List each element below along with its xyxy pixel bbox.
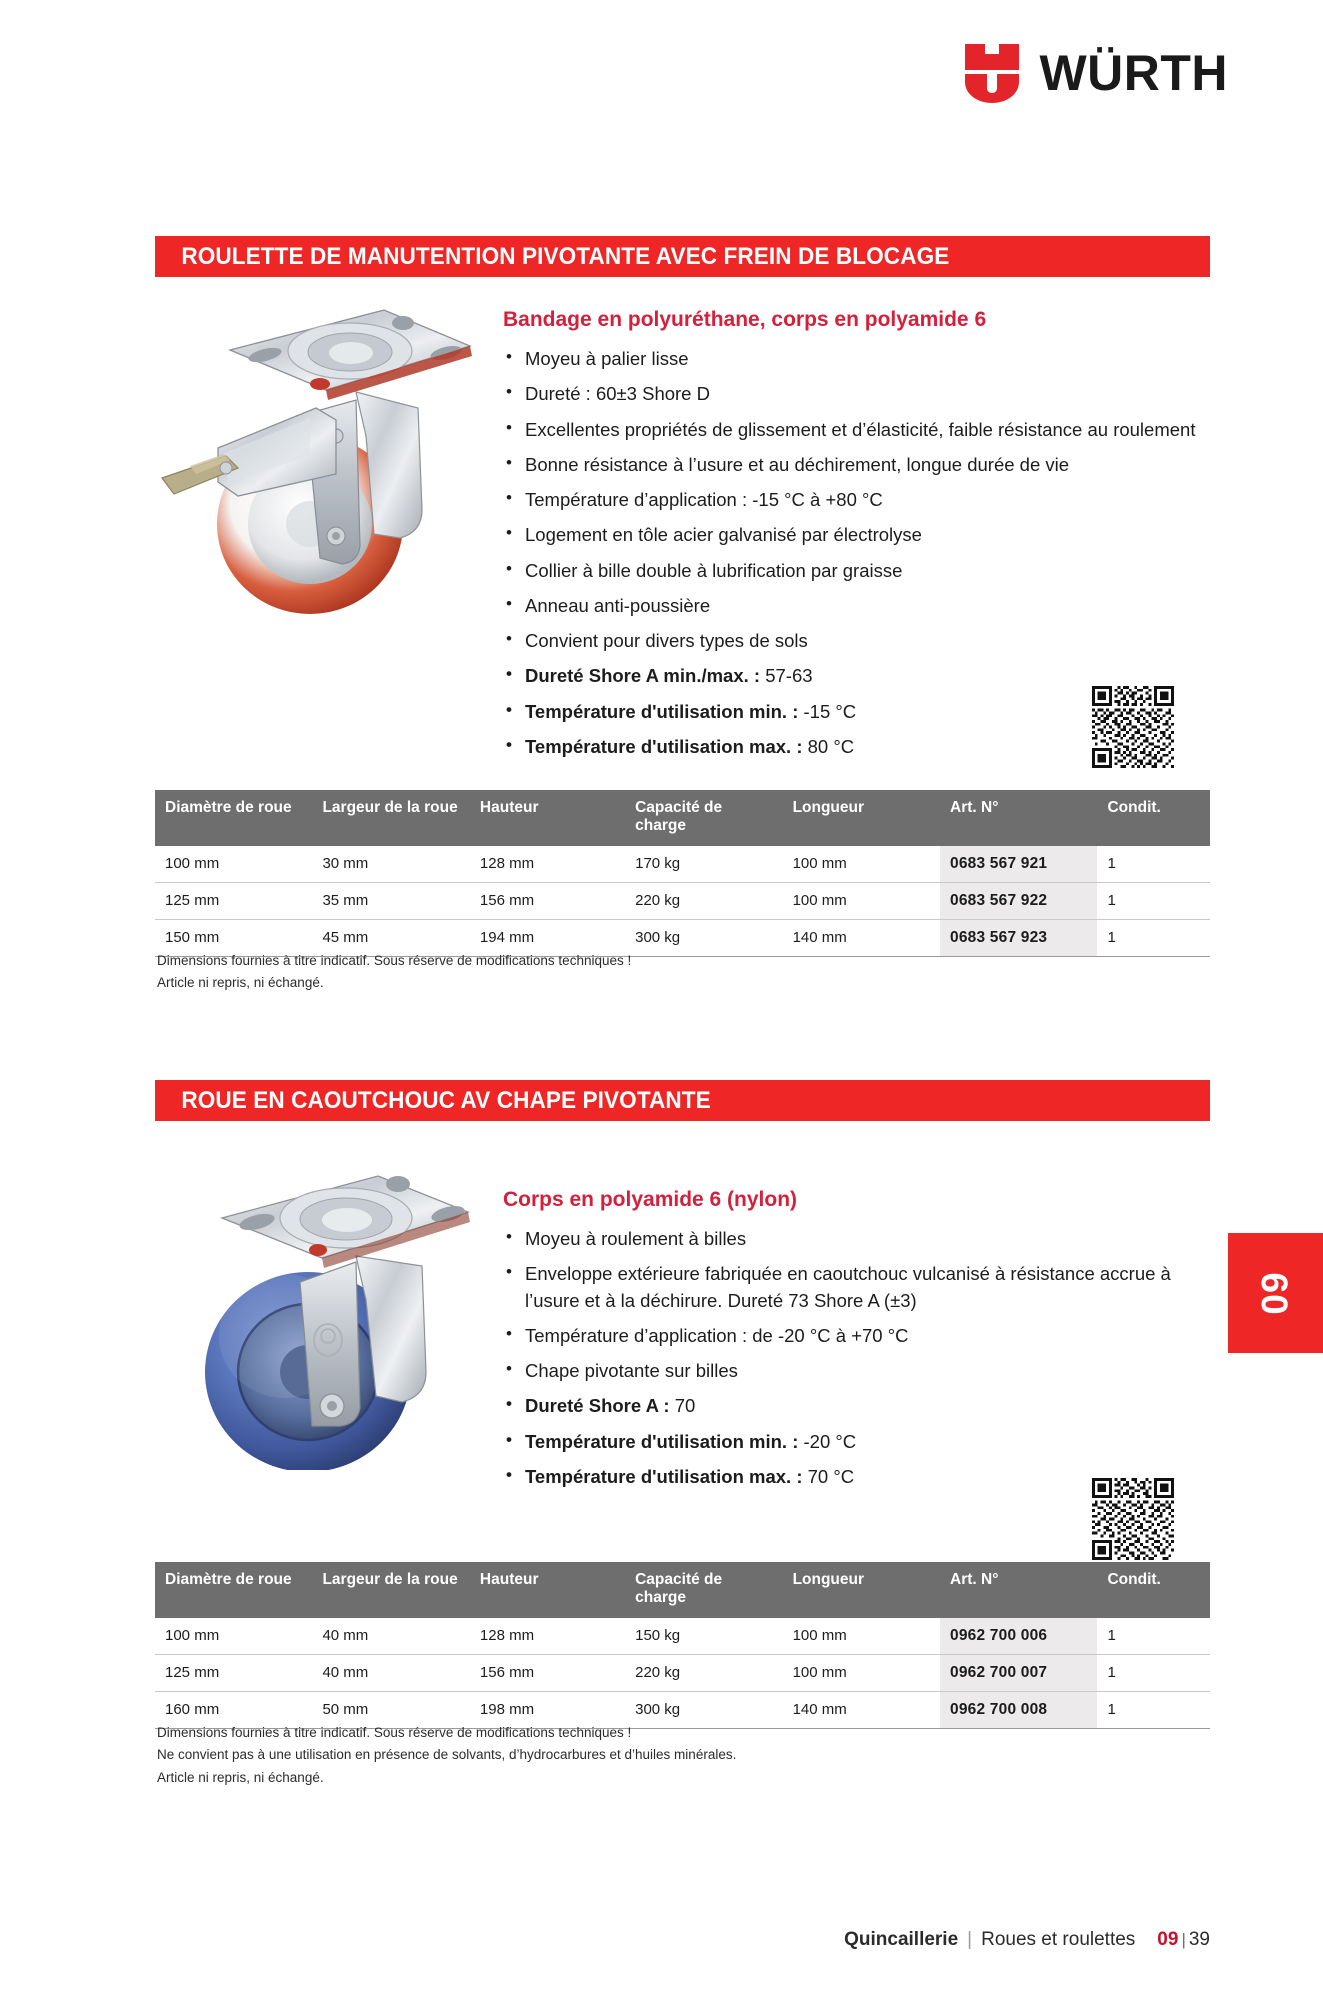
product-table-2 bbox=[155, 1562, 1210, 1729]
note-line: Ne convient pas à une utilisation en présence de solvants, d’hydrocarbures et d’huiles minérales. bbox=[157, 1747, 737, 1763]
cell-width: 30 mm bbox=[312, 846, 469, 883]
cell-diameter: 150 mm bbox=[155, 919, 312, 956]
cell-length: 100 mm bbox=[783, 1654, 940, 1691]
cell-article-number[interactable]: 0683 567 921 bbox=[940, 846, 1097, 883]
spec-value: -20 °C bbox=[803, 1430, 857, 1452]
spec-item: • Moyeu à roulement à billes bbox=[503, 1226, 1213, 1252]
cell-length: 100 mm bbox=[783, 882, 940, 919]
table-notes-1 bbox=[157, 950, 1057, 995]
product-image-rubber-caster bbox=[160, 1140, 490, 1470]
brand-name: WÜRTH bbox=[1039, 45, 1228, 101]
cell-width: 35 mm bbox=[312, 882, 469, 919]
col-header-height: Hauteur bbox=[470, 1562, 625, 1618]
qr-code-icon bbox=[1092, 686, 1174, 768]
cell-packaging: 1 bbox=[1097, 1691, 1210, 1728]
spec-item: • Anneau anti-poussière bbox=[503, 593, 1213, 619]
cell-width: 45 mm bbox=[312, 919, 469, 956]
table-header-1 bbox=[155, 790, 1210, 846]
spec-item: • Température d’application : -15 °C à +80 °C bbox=[503, 487, 1213, 513]
qr-code-icon bbox=[1092, 1478, 1174, 1560]
chapter-number: 09 bbox=[1254, 1271, 1296, 1315]
cell-capacity: 220 kg bbox=[625, 1654, 782, 1691]
cell-length: 140 mm bbox=[783, 1691, 940, 1728]
spec-item: • Dureté : 60±3 Shore D bbox=[503, 381, 1213, 407]
spec-item: • Chape pivotante sur billes bbox=[503, 1358, 1213, 1384]
spec-value: 80 °C bbox=[807, 735, 855, 757]
product-table-1 bbox=[155, 790, 1210, 957]
qr-code-2[interactable] bbox=[1092, 1478, 1174, 1560]
spec-title-2: Corps en polyamide 6 (nylon) bbox=[503, 1188, 798, 1211]
cell-diameter: 125 mm bbox=[155, 882, 312, 919]
col-header-height: Hauteur bbox=[470, 790, 625, 846]
col-header-diameter: Diamètre de roue bbox=[155, 1562, 312, 1618]
chapter-side-tab[interactable] bbox=[1228, 1233, 1323, 1353]
cell-height: 198 mm bbox=[470, 1691, 625, 1728]
cell-length: 100 mm bbox=[783, 846, 940, 883]
note-line: Dimensions fournies à titre indicatif. Sous réserve de modifications techniques ! bbox=[157, 953, 632, 968]
footer-page-number: 39 bbox=[1188, 1929, 1210, 1950]
spec-item: • Collier à bille double à lubrification par graisse bbox=[503, 558, 1213, 584]
col-header-length: Longueur bbox=[783, 790, 940, 846]
cell-length: 140 mm bbox=[783, 919, 940, 956]
cell-height: 194 mm bbox=[470, 919, 625, 956]
cell-capacity: 300 kg bbox=[625, 919, 782, 956]
footer-category: Quincaillerie bbox=[844, 1929, 959, 1950]
cell-height: 128 mm bbox=[470, 846, 625, 883]
spec-item: • Moyeu à palier lisse bbox=[503, 346, 1213, 372]
cell-width: 50 mm bbox=[312, 1691, 469, 1728]
note-line: Article ni repris, ni échangé. bbox=[157, 1769, 324, 1785]
spec-label: Température d'utilisation max. : bbox=[525, 1465, 808, 1487]
col-header-length: Longueur bbox=[783, 1562, 940, 1618]
qr-code-1[interactable] bbox=[1092, 686, 1174, 768]
table-row[interactable] bbox=[155, 882, 1210, 919]
table-header-row bbox=[155, 1562, 1210, 1618]
spec-item: • Logement en tôle acier galvanisé par électrolyse bbox=[503, 522, 1213, 548]
spec-label: Dureté Shore A : bbox=[525, 1395, 675, 1417]
cell-height: 156 mm bbox=[470, 882, 625, 919]
cell-capacity: 220 kg bbox=[625, 882, 782, 919]
cell-article-number[interactable]: 0962 700 008 bbox=[940, 1691, 1097, 1728]
cell-diameter: 160 mm bbox=[155, 1691, 312, 1728]
brand-header bbox=[963, 42, 1228, 104]
col-header-packaging: Condit. bbox=[1097, 790, 1210, 846]
section-banner-1 bbox=[155, 236, 1210, 277]
product-image-caster-brake bbox=[160, 296, 490, 626]
spec-value: 57-63 bbox=[765, 665, 813, 687]
col-header-article-number: Art. N° bbox=[940, 790, 1097, 846]
spec-value: 70 °C bbox=[807, 1465, 855, 1487]
cell-packaging: 1 bbox=[1097, 919, 1210, 956]
cell-capacity: 170 kg bbox=[625, 846, 782, 883]
spec-item: • Température d’application : de -20 °C à +70 °C bbox=[503, 1323, 1213, 1349]
spec-item: • Bonne résistance à l’usure et au déchirement, longue durée de vie bbox=[503, 452, 1213, 478]
col-header-capacity: Capacité de charge bbox=[625, 790, 782, 846]
cell-diameter: 100 mm bbox=[155, 846, 312, 883]
spec-value: -15 °C bbox=[803, 700, 857, 722]
cell-article-number[interactable]: 0962 700 006 bbox=[940, 1618, 1097, 1655]
cell-article-number[interactable]: 0683 567 922 bbox=[940, 882, 1097, 919]
page-footer bbox=[844, 1929, 1210, 1951]
cell-diameter: 125 mm bbox=[155, 1654, 312, 1691]
cell-article-number[interactable]: 0962 700 007 bbox=[940, 1654, 1097, 1691]
section-title-2: ROUE EN CAOUTCHOUC AV CHAPE PIVOTANTE bbox=[181, 1086, 711, 1114]
spec-label: Température d'utilisation min. : bbox=[525, 700, 804, 722]
spec-item: • Excellentes propriétés de glissement et d’élasticité, faible résistance au roulement bbox=[503, 417, 1213, 443]
cell-height: 156 mm bbox=[470, 1654, 625, 1691]
table-header-2 bbox=[155, 1562, 1210, 1618]
cell-capacity: 300 kg bbox=[625, 1691, 782, 1728]
cell-height: 128 mm bbox=[470, 1618, 625, 1655]
swivel-caster-with-brake-illustration bbox=[160, 296, 490, 626]
table-body-1 bbox=[155, 846, 1210, 957]
table-row[interactable] bbox=[155, 1654, 1210, 1691]
spec-label: Dureté Shore A min./max. : bbox=[525, 665, 766, 687]
table-row[interactable] bbox=[155, 846, 1210, 883]
cell-packaging: 1 bbox=[1097, 1654, 1210, 1691]
cell-packaging: 1 bbox=[1097, 882, 1210, 919]
spec-title-1: Bandage en polyuréthane, corps en polyamide 6 bbox=[503, 308, 987, 331]
note-line: Article ni repris, ni échangé. bbox=[157, 975, 324, 991]
wurth-logo-icon bbox=[963, 42, 1021, 104]
cell-capacity: 150 kg bbox=[625, 1618, 782, 1655]
cell-width: 40 mm bbox=[312, 1618, 469, 1655]
cell-width: 40 mm bbox=[312, 1654, 469, 1691]
table-header-row bbox=[155, 790, 1210, 846]
col-header-article-number: Art. N° bbox=[940, 1562, 1097, 1618]
spec-list-2 bbox=[503, 1226, 1213, 1490]
col-header-width: Largeur de la roue bbox=[312, 1562, 469, 1618]
col-header-packaging: Condit. bbox=[1097, 1562, 1210, 1618]
note-line: Dimensions fournies à titre indicatif. Sous réserve de modifications techniques ! bbox=[157, 1725, 632, 1740]
footer-subcategory: Roues et roulettes bbox=[981, 1929, 1136, 1950]
cell-length: 100 mm bbox=[783, 1618, 940, 1655]
footer-chapter: 09 bbox=[1157, 1929, 1179, 1950]
footer-separator: | bbox=[967, 1929, 973, 1950]
spec-item: • Enveloppe extérieure fabriquée en caoutchouc vulcanisé à résistance accrue à l’usure et à la déchirure. Dureté 73 Shore A (±3) bbox=[503, 1261, 1213, 1314]
spec-item-highlight bbox=[503, 1429, 1213, 1455]
cell-packaging: 1 bbox=[1097, 846, 1210, 883]
section-banner-2 bbox=[155, 1080, 1210, 1121]
table-row[interactable] bbox=[155, 1618, 1210, 1655]
footer-page-separator: | bbox=[1181, 1930, 1186, 1949]
product-specs-2 bbox=[503, 1188, 1213, 1499]
spec-item: • Convient pour divers types de sols bbox=[503, 628, 1213, 654]
spec-value: 70 bbox=[674, 1395, 696, 1417]
table-body-2 bbox=[155, 1618, 1210, 1729]
col-header-diameter: Diamètre de roue bbox=[155, 790, 312, 846]
cell-article-number[interactable]: 0683 567 923 bbox=[940, 919, 1097, 956]
spec-label: Température d'utilisation max. : bbox=[525, 735, 808, 757]
col-header-capacity: Capacité de charge bbox=[625, 1562, 782, 1618]
swivel-caster-rubber-illustration bbox=[160, 1140, 490, 1470]
cell-packaging: 1 bbox=[1097, 1618, 1210, 1655]
table-notes-2 bbox=[157, 1722, 1057, 1789]
spec-label: Température d'utilisation min. : bbox=[525, 1430, 804, 1452]
cell-diameter: 100 mm bbox=[155, 1618, 312, 1655]
section-title-1: ROULETTE DE MANUTENTION PIVOTANTE AVEC FREIN DE BLOCAGE bbox=[181, 242, 950, 270]
spec-item-highlight bbox=[503, 1393, 1213, 1419]
col-header-width: Largeur de la roue bbox=[312, 790, 469, 846]
